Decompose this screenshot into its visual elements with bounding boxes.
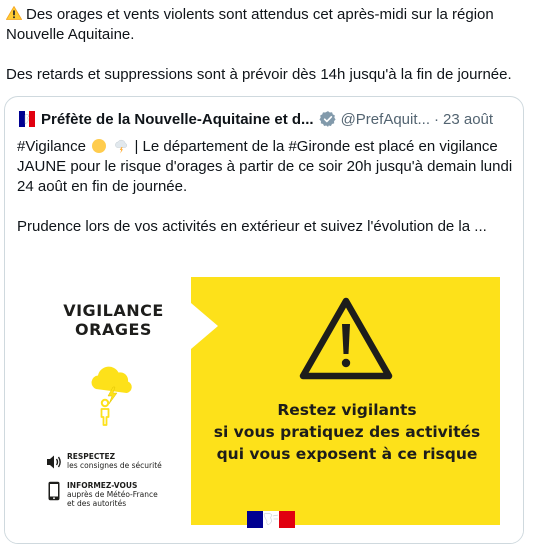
poster-divider-arrow (191, 303, 218, 349)
tweet-line-2: Des retards et suppressions sont à prévoir dès 14h jusqu'à la fin de journée. (6, 66, 512, 83)
quoted-tweet-header (17, 109, 493, 129)
vigilance-poster (36, 277, 500, 525)
advice-2-title: INFORMEZ-VOUS (67, 481, 138, 490)
quoted-author-handle[interactable]: @PrefAquit... (340, 110, 431, 128)
poster-title (36, 301, 191, 339)
quoted-text-para-1 (17, 137, 513, 197)
poster-title-line-2: ORAGES (75, 320, 152, 339)
tweet-text (6, 5, 526, 85)
quoted-tweet-media[interactable] (5, 272, 524, 544)
hashtag-vigilance[interactable]: #Vigilance (17, 138, 86, 155)
advice-2-text-2: et des autorités (67, 499, 127, 508)
poster-message (197, 399, 497, 465)
quoted-author-name[interactable]: Préfète de la Nouvelle-Aquitaine et d... (41, 110, 314, 128)
verified-badge-icon (319, 110, 337, 128)
advice-1-title: RESPECTEZ (67, 452, 116, 461)
sun-icon (91, 138, 107, 154)
quoted-tweet-card[interactable] (4, 96, 524, 544)
tweet-line-1 (6, 5, 526, 45)
storm-person-icon (82, 363, 142, 427)
poster-left-panel (36, 277, 191, 525)
advice-2-text-1: auprès de Météo-France (67, 490, 158, 499)
caution-triangle-icon (298, 296, 394, 381)
quoted-tweet-text (17, 137, 513, 237)
advice-informez (46, 481, 158, 508)
avatar[interactable] (17, 109, 37, 129)
poster-title-line-1: VIGILANCE (63, 301, 164, 320)
advice-1-text: les consignes de sécurité (67, 461, 162, 470)
advice-respectez (46, 452, 162, 472)
republique-francaise-avatar-icon (17, 109, 37, 129)
header-separator: · (434, 110, 440, 128)
republique-francaise-logo (247, 511, 295, 528)
poster-message-line-2: si vous pratiquez des activités (213, 423, 481, 441)
quoted-text-para-2: Prudence lors de vos activités en extérieur et suivez l'évolution de la ... (17, 218, 487, 235)
storm-cloud-icon (113, 138, 129, 154)
quoted-text-main: | Le département de la #Gironde est placé en vigilance JAUNE pour le risque d'orages à partir de ce soir 20h jusqu'à demain lundi 24 août en fin de journée. (17, 138, 513, 195)
poster-message-line-1: Restez vigilants (277, 401, 417, 419)
speaker-icon (46, 452, 62, 472)
warning-icon (6, 6, 22, 20)
phone-icon (46, 481, 62, 501)
poster-message-line-3: qui vous exposent à ce risque (216, 445, 478, 463)
quoted-tweet-date[interactable]: 23 août (443, 110, 494, 128)
tweet-line-1-text: Des orages et vents violents sont attendus cet après-midi sur la région Nouvelle Aquitaine. (6, 6, 494, 43)
